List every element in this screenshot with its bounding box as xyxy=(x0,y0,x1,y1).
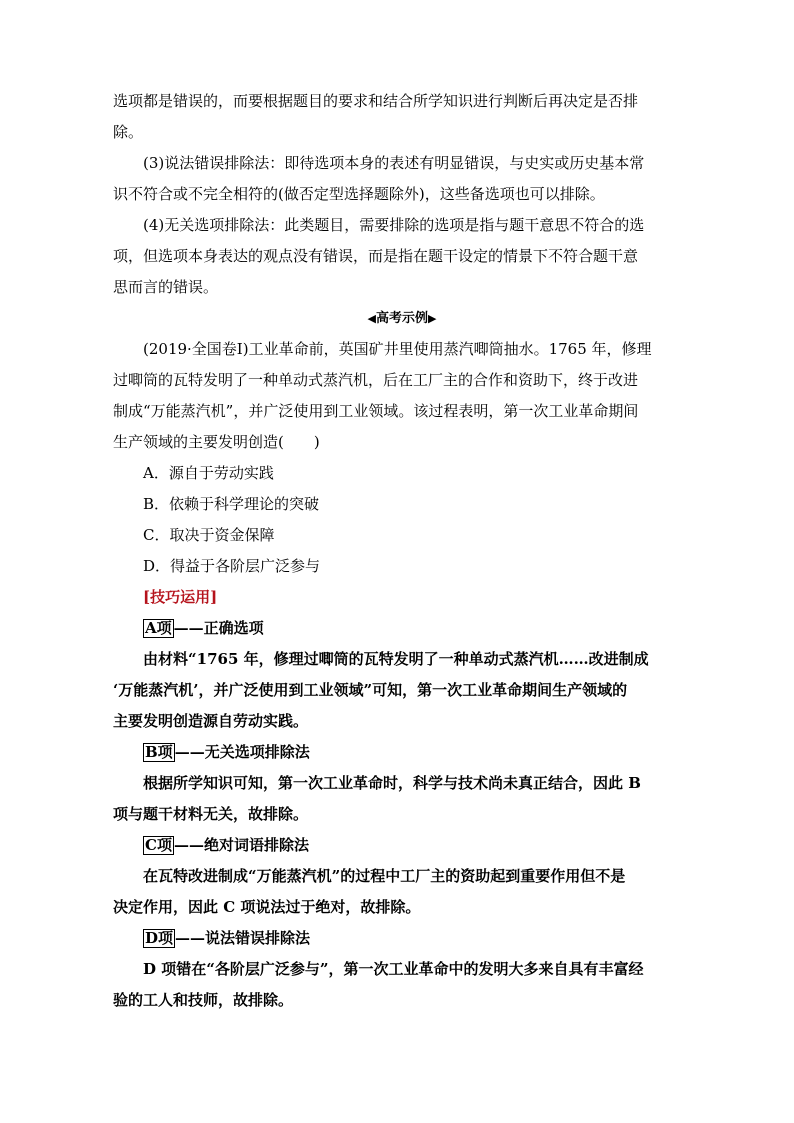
triangle-left-icon: ◀ xyxy=(367,312,376,325)
analysis-a-line-3: 主要发明创造源自劳动实践。 xyxy=(113,712,309,730)
analysis-c-label: C项 xyxy=(145,836,172,854)
question-line-2: 过唧筒的瓦特发明了一种单动式蒸汽机，后在工厂主的合作和资助下，终于改进 xyxy=(113,371,639,389)
method4-line-2: 项，但选项本身表达的观点没有错误，而是指在题干设定的情景下不符合题干意 xyxy=(113,247,639,265)
analysis-d-line-1: D 项错在“各阶层广泛参与”，第一次工业革命中的发明大多来自具有丰富经 xyxy=(143,960,644,978)
method3-line-1: (3)说法错误排除法：即待选项本身的表述有明显错误，与史实或历史基本常 xyxy=(143,154,645,172)
intro-line-2: 除。 xyxy=(113,123,144,141)
method4-line-1: (4)无关选项排除法：此类题目，需要排除的选项是指与题干意思不符合的选 xyxy=(143,216,645,234)
analysis-b-line-1: 根据所学知识可知，第一次工业革命时，科学与技术尚未真正结合，因此 B xyxy=(143,774,641,792)
analysis-a-label: A项 xyxy=(145,619,172,637)
triangle-right-icon: ▶ xyxy=(428,312,437,325)
method3-line-2: 识不符合或不完全相符的(做否定型选择题除外)，这些备选项也可以排除。 xyxy=(113,185,605,203)
analysis-b-title: ——无关选项排除法 xyxy=(174,743,310,761)
analysis-a-line-2: ‘万能蒸汽机’，并广泛使用到工业领域”可知，第一次工业革命期间生产领域的 xyxy=(113,681,628,699)
analysis-d-label: D项 xyxy=(145,929,174,947)
analysis-d-heading xyxy=(113,923,691,954)
question-line-3: 制成“万能蒸汽机”，并广泛使用到工业领域。该过程表明，第一次工业革命期间 xyxy=(113,402,639,420)
intro-line-1: 选项都是错误的，而要根据题目的要求和结合所学知识进行判断后再决定是否排 xyxy=(113,92,639,110)
option-c: C．取决于资金保障 xyxy=(143,526,275,544)
question-line-4: 生产领域的主要发明创造( ) xyxy=(113,433,320,451)
analysis-d-title: ——说法错误排除法 xyxy=(175,929,311,947)
analysis-c-line-1: 在瓦特改进制成“万能蒸汽机”的过程中工厂主的资助起到重要作用但不是 xyxy=(143,867,626,885)
analysis-a-heading xyxy=(113,613,691,644)
section-header-title: 高考示例 xyxy=(375,311,428,326)
document-page xyxy=(113,86,691,1016)
analysis-b-line-2: 项与题干材料无关，故排除。 xyxy=(113,805,309,823)
option-a: A．源自于劳动实践 xyxy=(143,464,274,482)
section-header xyxy=(113,303,691,334)
analysis-c-line-2: 决定作用，因此 C 项说法过于绝对，故排除。 xyxy=(113,898,421,916)
question-line-1: (2019·全国卷Ⅰ)工业革命前，英国矿井里使用蒸汽唧筒抽水。1765 年，修理 xyxy=(143,340,652,358)
analysis-d-line-2: 验的工人和技师，故排除。 xyxy=(113,991,294,1009)
option-b: B．依赖于科学理论的突破 xyxy=(143,495,320,513)
analysis-c-heading xyxy=(113,830,691,861)
analysis-c-title: ——绝对词语排除法 xyxy=(173,836,309,854)
skill-tag: [技巧运用] xyxy=(143,588,218,606)
analysis-a-title: ——正确选项 xyxy=(173,619,264,637)
analysis-a-line-1: 由材料“1765 年，修理过唧筒的瓦特发明了一种单动式蒸汽机……改进制成 xyxy=(143,650,649,668)
option-d: D．得益于各阶层广泛参与 xyxy=(143,557,321,575)
analysis-b-heading xyxy=(113,737,691,768)
analysis-b-label: B项 xyxy=(145,743,173,761)
method4-line-3: 思而言的错误。 xyxy=(113,278,219,296)
